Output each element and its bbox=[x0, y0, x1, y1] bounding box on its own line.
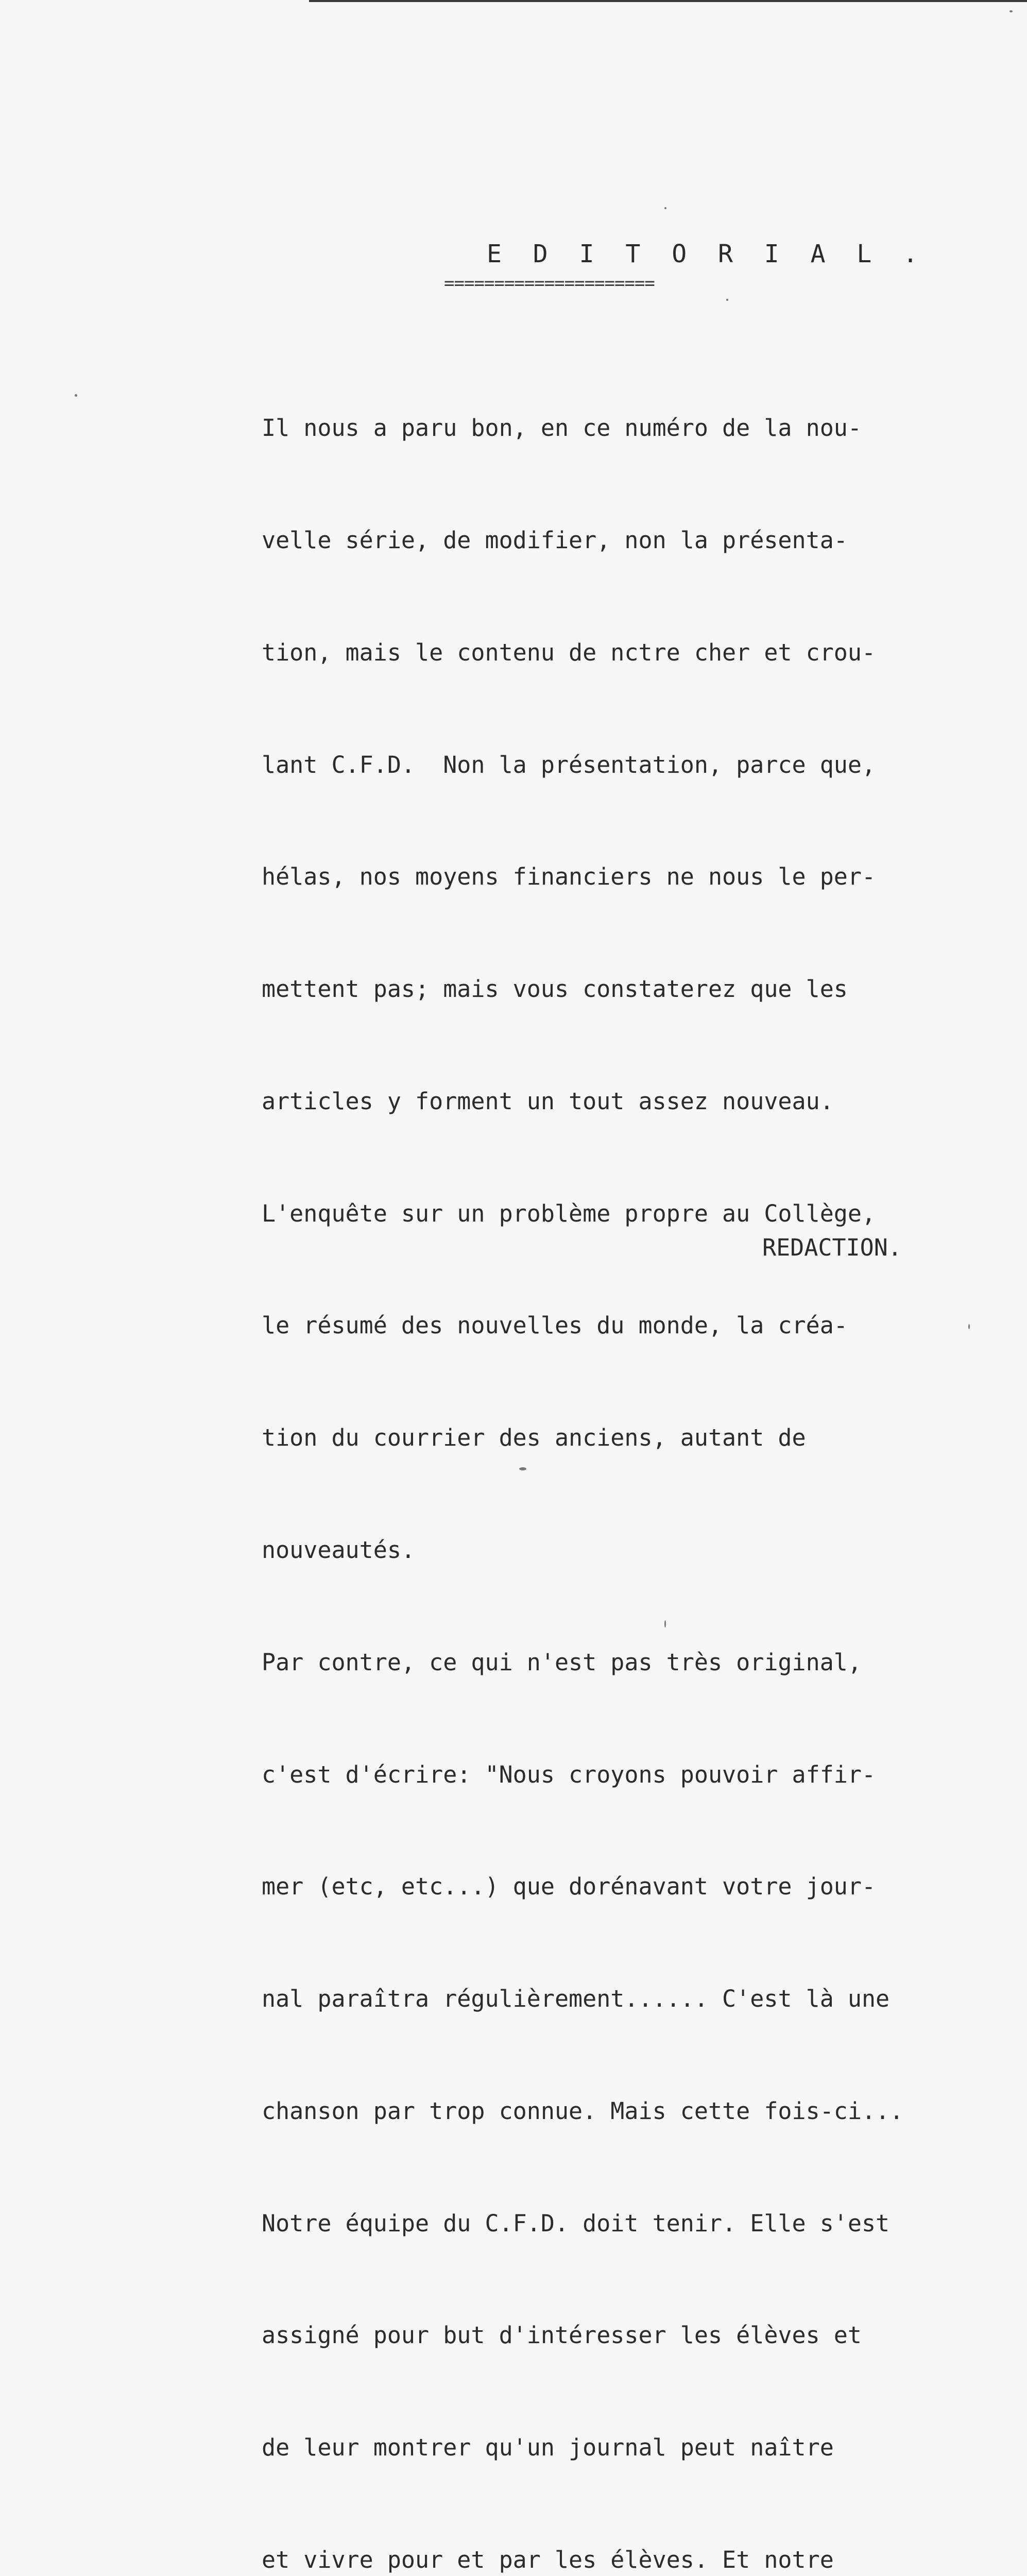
body-line: c'est d'écrire: "Nous croyons pouvoir affir- bbox=[262, 1760, 876, 1788]
paper-speck bbox=[664, 1620, 666, 1628]
body-line: tion du courrier des anciens, autant de bbox=[262, 1424, 806, 1452]
paper-speck bbox=[968, 1324, 970, 1329]
body-line: assigné pour but d'intéresser les élèves et bbox=[262, 2321, 862, 2349]
body-line: Il nous a paru bon, en ce numéro de la nou- bbox=[262, 414, 862, 442]
editorial-title: E D I T O R I A L . bbox=[487, 240, 927, 268]
paper-speck bbox=[519, 1467, 526, 1470]
body-line: L'enquête sur un problème propre au Collège, bbox=[262, 1199, 876, 1227]
body-line: Notre équipe du C.F.D. doit tenir. Elle s'est bbox=[262, 2209, 890, 2237]
paper-speck bbox=[75, 394, 77, 397]
paper-speck bbox=[1009, 10, 1013, 12]
body-line: mettent pas; mais vous constaterez que les bbox=[262, 975, 848, 1003]
body-line: nal paraîtra régulièrement...... C'est là une bbox=[262, 1985, 890, 2013]
body-line: lant C.F.D. Non la présentation, parce que, bbox=[262, 751, 876, 778]
paper-speck bbox=[664, 207, 666, 209]
body-line: nouveautés. bbox=[262, 1536, 416, 1564]
body-line: Par contre, ce qui n'est pas très original, bbox=[262, 1648, 862, 1676]
body-line: et vivre pour et par les élèves. Et notre bbox=[262, 2546, 834, 2574]
body-line: tion, mais le contenu de nctre cher et crou- bbox=[262, 638, 876, 666]
top-edge-rule bbox=[309, 0, 1027, 2]
signature: REDACTION. bbox=[762, 1234, 902, 1261]
body-line: mer (etc, etc...) que dorénavant votre jour- bbox=[262, 1873, 876, 1901]
body-line: de leur montrer qu'un journal peut naître bbox=[262, 2434, 834, 2462]
paper-speck bbox=[726, 299, 728, 301]
body-line: chanson par trop connue. Mais cette fois-ci... bbox=[262, 2097, 904, 2125]
body-line: articles y forment un tout assez nouveau. bbox=[262, 1087, 834, 1115]
title-underline: ===================== bbox=[444, 273, 655, 294]
body-line: velle série, de modifier, non la présenta- bbox=[262, 526, 848, 554]
editorial-body bbox=[262, 335, 983, 2576]
body-line: le résumé des nouvelles du monde, la créa- bbox=[262, 1312, 848, 1340]
body-line: hélas, nos moyens financiers ne nous le per- bbox=[262, 863, 876, 891]
